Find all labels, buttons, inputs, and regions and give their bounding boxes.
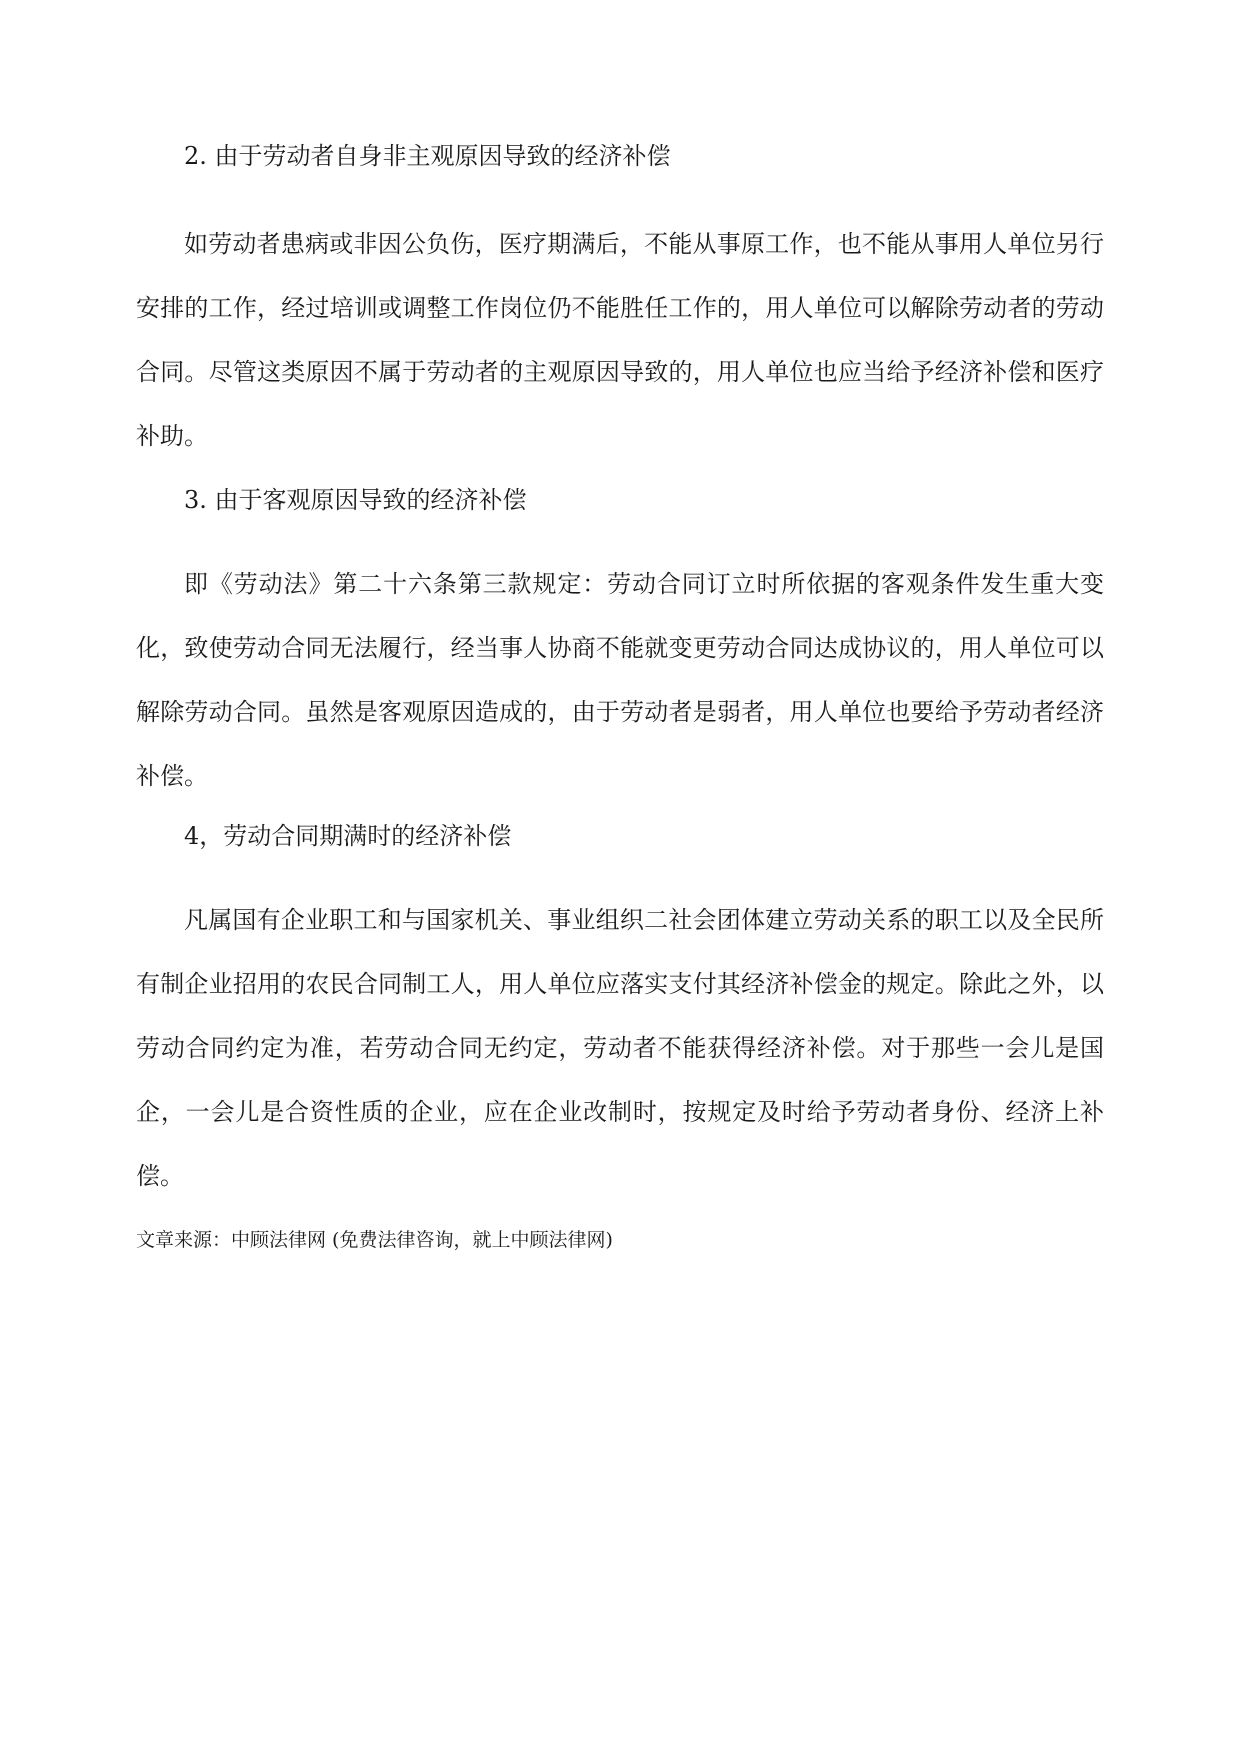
- section-body-2: 如劳动者患病或非因公负伤，医疗期满后，不能从事原工作，也不能从事用人单位另行安排的工作，经过培训或调整工作岗位仍不能胜任工作的，用人单位可以解除劳动者的劳动合同。尽管这类原因不属于劳动者的主观原因导致的，用人单位也应当给予经济补偿和医疗补助。: [136, 230, 1104, 450]
- section-heading-2: 2. 由于劳动者自身非主观原因导致的经济补偿: [184, 142, 671, 170]
- section-body-4: 凡属国有企业职工和与国家机关、事业组织二社会团体建立劳动关系的职工以及全民所有制企业招用的农民合同制工人，用人单位应落实支付其经济补偿金的规定。除此之外，以劳动合同约定为准，若劳动合同无约定，劳动者不能获得经济补偿。对于那些一会儿是国企，一会儿是合资性质的企业，应在企业改制时，按规定及时给予劳动者身份、经济上补偿。: [136, 906, 1104, 1190]
- section-heading-3: 3. 由于客观原因导致的经济补偿: [184, 486, 527, 514]
- article-source: 文章来源：中顾法律网 (免费法律咨询，就上中顾法律网): [136, 1229, 613, 1251]
- section-body-3: 即《劳动法》第二十六条第三款规定：劳动合同订立时所依据的客观条件发生重大变化，致使劳动合同无法履行，经当事人协商不能就变更劳动合同达成协议的，用人单位可以解除劳动合同。虽然是客观原因造成的，由于劳动者是弱者，用人单位也要给予劳动者经济补偿。: [136, 570, 1104, 790]
- section-heading-4: 4，劳动合同期满时的经济补偿: [184, 822, 512, 850]
